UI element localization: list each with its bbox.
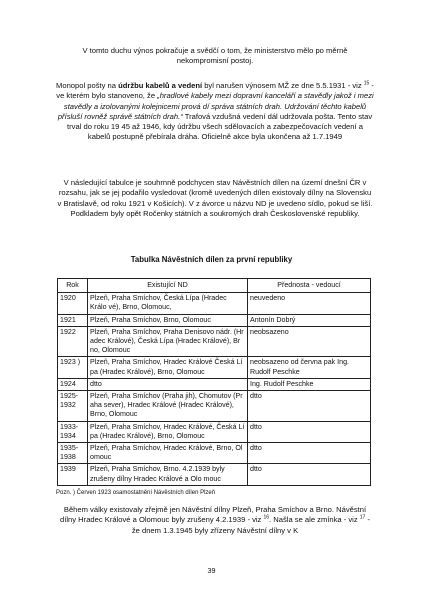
paragraph-3 bbox=[56, 178, 374, 219]
table-footnote: Pozn. ) Červen 1923 osamostatnění Návěstních dílen Plzeň bbox=[56, 490, 216, 496]
footnote-ref-15: 15 bbox=[363, 80, 370, 87]
cell-workshops: Plzeň, Praha Smíchov, Česká Lípa (Hradec Králo vé), Brno, Olomouc, bbox=[88, 293, 248, 314]
cell-manager: Ing. Rudolf Peschke bbox=[248, 378, 371, 390]
cell-workshops: Plzeň, Praha Smíchov, Brno, Olomouc bbox=[88, 314, 248, 326]
cell-manager: dtto bbox=[248, 391, 371, 422]
table-row bbox=[58, 443, 371, 464]
footnote-ref-17: 17 bbox=[359, 514, 366, 521]
cell-manager: dtto bbox=[248, 464, 371, 485]
table-row bbox=[58, 314, 371, 326]
cell-year: 1920 bbox=[58, 293, 88, 314]
paragraph-3-text: V následující tabulce je souhrnně podchycen stav Návěstních dílen na území dnešní ČR v rozsahu, jak se jej podařilo vysledovat (kromě uvedených dílen existovaly dílny na Slovensku v Bratislavě, od roku 1921 v Košicích). V z ávorce u názvu ND je uvedeno sídlo, pokud se liší. Podkladem byly opět Ročenky státních a soukromých drah Československé republiky. bbox=[57, 178, 373, 218]
cell-year: 1939 bbox=[58, 464, 88, 485]
cell-manager: neobsazeno od června pak Ing. Rudolf Peschke bbox=[248, 357, 371, 378]
p2-d: - ve kterém bylo stanoveno, že bbox=[56, 81, 374, 101]
table-row bbox=[58, 357, 371, 378]
table-row bbox=[58, 391, 371, 422]
cell-workshops: Plzeň, Praha Smíchov, Praha Denisovo nádr. (Hr adec Králové), Česká Lípa (Hradec Králové), Br no, Olomouc bbox=[88, 326, 248, 357]
cell-year: 1925- 1932 bbox=[58, 391, 88, 422]
cell-manager: dtto bbox=[248, 421, 371, 442]
header-manager: Přednosta - vedoucí bbox=[248, 279, 371, 293]
table-row bbox=[58, 326, 371, 357]
p4-a: Během války existovaly zřejmě jen Návěstní dílny Plzeň, Praha Smíchov a Brno. Návěstní dílny Hradec Králové a Olomouc byly zrušeny 4.2.1939 - viz bbox=[60, 505, 367, 525]
cell-workshops: Plzeň, Praha Smíchov, Hradec Králové Česká Lí pa (Hradec Králové), Brno, Olomouc bbox=[88, 357, 248, 378]
cell-year: 1935- 1938 bbox=[58, 443, 88, 464]
table-title: Tabulka Návěstních dílen za první republiky bbox=[130, 255, 293, 264]
p2-quote: „hradlové kabely mezi dopravní kanceláří a stavědly jakož i mezi stavědly a izolovanými kolejnicemi prová dí správa státních drah. Udržování těchto kabelů přísluší rovněž správě státních drah.“ bbox=[57, 91, 374, 121]
header-year: Rok bbox=[58, 279, 88, 293]
p2-f: Trafová vzdušná vedení dál udržovala pošta. Tento stav trval do roku 19 45 až 1946, kdy údržbu všech sdělovacích a zabezpečovacích vedení a kabelů postupně přebírala dráha. Oficielně akce byla ukončena až 1.7.1949 bbox=[67, 111, 373, 142]
workshops-table bbox=[57, 278, 371, 486]
paragraph-1-text: V tomto duchu výnos pokračuje a svědčí o tom, že ministerstvo mělo po měrně nekompromisní postoj. bbox=[82, 46, 348, 66]
cell-workshops: Plzeň, Praha Smíchov, Hradec Králové, Brno, Ol omouc bbox=[88, 443, 248, 464]
p2-bold: údržbu kabelů a vedení bbox=[118, 81, 203, 90]
p4-c: - že dnem 1.3.1945 byly zřízeny Návěstní dílny v K bbox=[131, 515, 370, 535]
cell-manager: Antonín Dobrý bbox=[248, 314, 371, 326]
paragraph-1 bbox=[56, 46, 374, 67]
p4-b: . Našla se ale zmínka - viz bbox=[269, 515, 360, 525]
page-number: 39 bbox=[207, 566, 216, 575]
cell-year: 1924 bbox=[58, 378, 88, 390]
table-header-row bbox=[58, 279, 371, 293]
cell-manager: neobsazeno bbox=[248, 326, 371, 357]
cell-manager: dtto bbox=[248, 443, 371, 464]
table-row bbox=[58, 378, 371, 390]
p2-a: Monopol pošty na bbox=[56, 81, 119, 90]
cell-workshops: dtto bbox=[88, 378, 248, 390]
table-row bbox=[58, 464, 371, 485]
cell-manager: neuvedeno bbox=[248, 293, 371, 314]
paragraph-4 bbox=[56, 505, 374, 536]
p2-c: byl narušen výnosem MŽ ze dne 5.5.1931 - viz bbox=[202, 81, 364, 90]
cell-workshops: Plzeň, Praha Smíchov, Brno. 4.2.1939 byly zrušeny dílny Hradec Králové a Olo mouc bbox=[88, 464, 248, 485]
cell-workshops: Plzeň, Praha Smíchov, Hradec Králové, Česká Lí pa (Hradec Králové), Brno, Olomouc bbox=[88, 421, 248, 442]
cell-workshops: Plzeň, Praha Smíchov (Praha jih), Chomutov (Pr aha sever), Hradec Králové (Hradec Králové), Brno, Olomouc bbox=[88, 391, 248, 422]
cell-year: 1933- 1934 bbox=[58, 421, 88, 442]
footnote-ref-16: 16 bbox=[263, 514, 270, 521]
paragraph-2 bbox=[56, 81, 374, 143]
table-row bbox=[58, 293, 371, 314]
cell-year: 1923 ) bbox=[58, 357, 88, 378]
cell-year: 1921 bbox=[58, 314, 88, 326]
cell-year: 1922 bbox=[58, 326, 88, 357]
header-workshops: Existující ND bbox=[88, 279, 248, 293]
table-row bbox=[58, 421, 371, 442]
